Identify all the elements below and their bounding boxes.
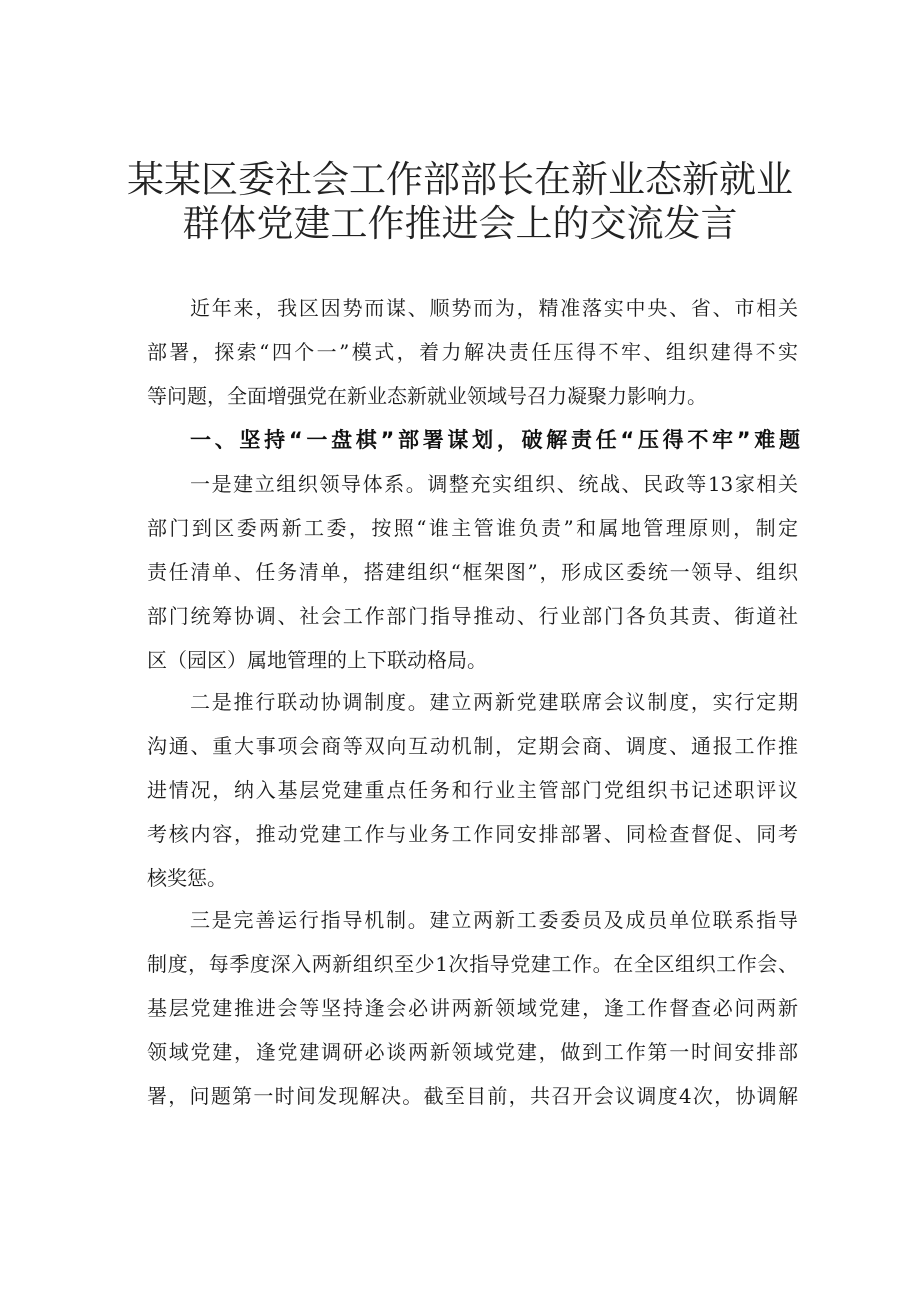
intro-line-3: 等问题，全面增强党在新业态新就业领域号召力凝聚力影响力。: [147, 384, 707, 408]
para1-line-4: 部门统筹协调、社会工作部门指导推动、行业部门各负其责、街道社: [147, 604, 798, 628]
para2-line-4: 考核内容，推动党建工作与业务工作同安排部署、同检查督促、同考: [147, 822, 798, 846]
para3-line-5: 署，问题第一时间发现解决。截至目前，共召开会议调度4次，协调解: [147, 1084, 798, 1108]
para1-line-1: 一是建立组织领导体系。调整充实组织、统战、民政等13家相关: [190, 472, 798, 496]
para3-line-1: 三是完善运行指导机制。建立两新工委委员及成员单位联系指导: [190, 908, 798, 932]
para2-line-1: 二是推行联动协调制度。建立两新党建联席会议制度，实行定期: [190, 690, 798, 714]
section-heading-1: 一、坚持“一盘棋”部署谋划，破解责任“压得不牢”难题: [190, 428, 800, 452]
intro-line-2: 部署，探索“四个一”模式，着力解决责任压得不牢、组织建得不实: [147, 340, 798, 364]
para2-line-5: 核奖惩。: [147, 866, 227, 890]
para2-line-3: 进情况，纳入基层党建重点任务和行业主管部门党组织书记述职评议: [147, 778, 798, 802]
para3-line-2: 制度，每季度深入两新组织至少1次指导党建工作。在全区组织工作会、: [147, 952, 798, 976]
document-title-line-2: 群体党建工作推进会上的交流发言: [182, 202, 738, 245]
para3-line-4: 领域党建，逢党建调研必谈两新领域党建，做到工作第一时间安排部: [147, 1040, 798, 1064]
para2-line-2: 沟通、重大事项会商等双向互动机制，定期会商、调度、通报工作推: [147, 734, 798, 758]
para1-line-2: 部门到区委两新工委，按照“谁主管谁负责”和属地管理原则，制定: [147, 516, 798, 540]
para3-line-3: 基层党建推进会等坚持逢会必讲两新领域党建，逢工作督查必问两新: [147, 996, 798, 1020]
document-title-line-1: 某某区委社会工作部部长在新业态新就业: [127, 158, 793, 201]
para1-line-5: 区（园区）属地管理的上下联动格局。: [147, 648, 487, 672]
intro-line-1: 近年来，我区因势而谋、顺势而为，精准落实中央、省、市相关: [190, 296, 798, 320]
para1-line-3: 责任清单、任务清单，搭建组织“框架图”，形成区委统一领导、组织: [147, 560, 798, 584]
